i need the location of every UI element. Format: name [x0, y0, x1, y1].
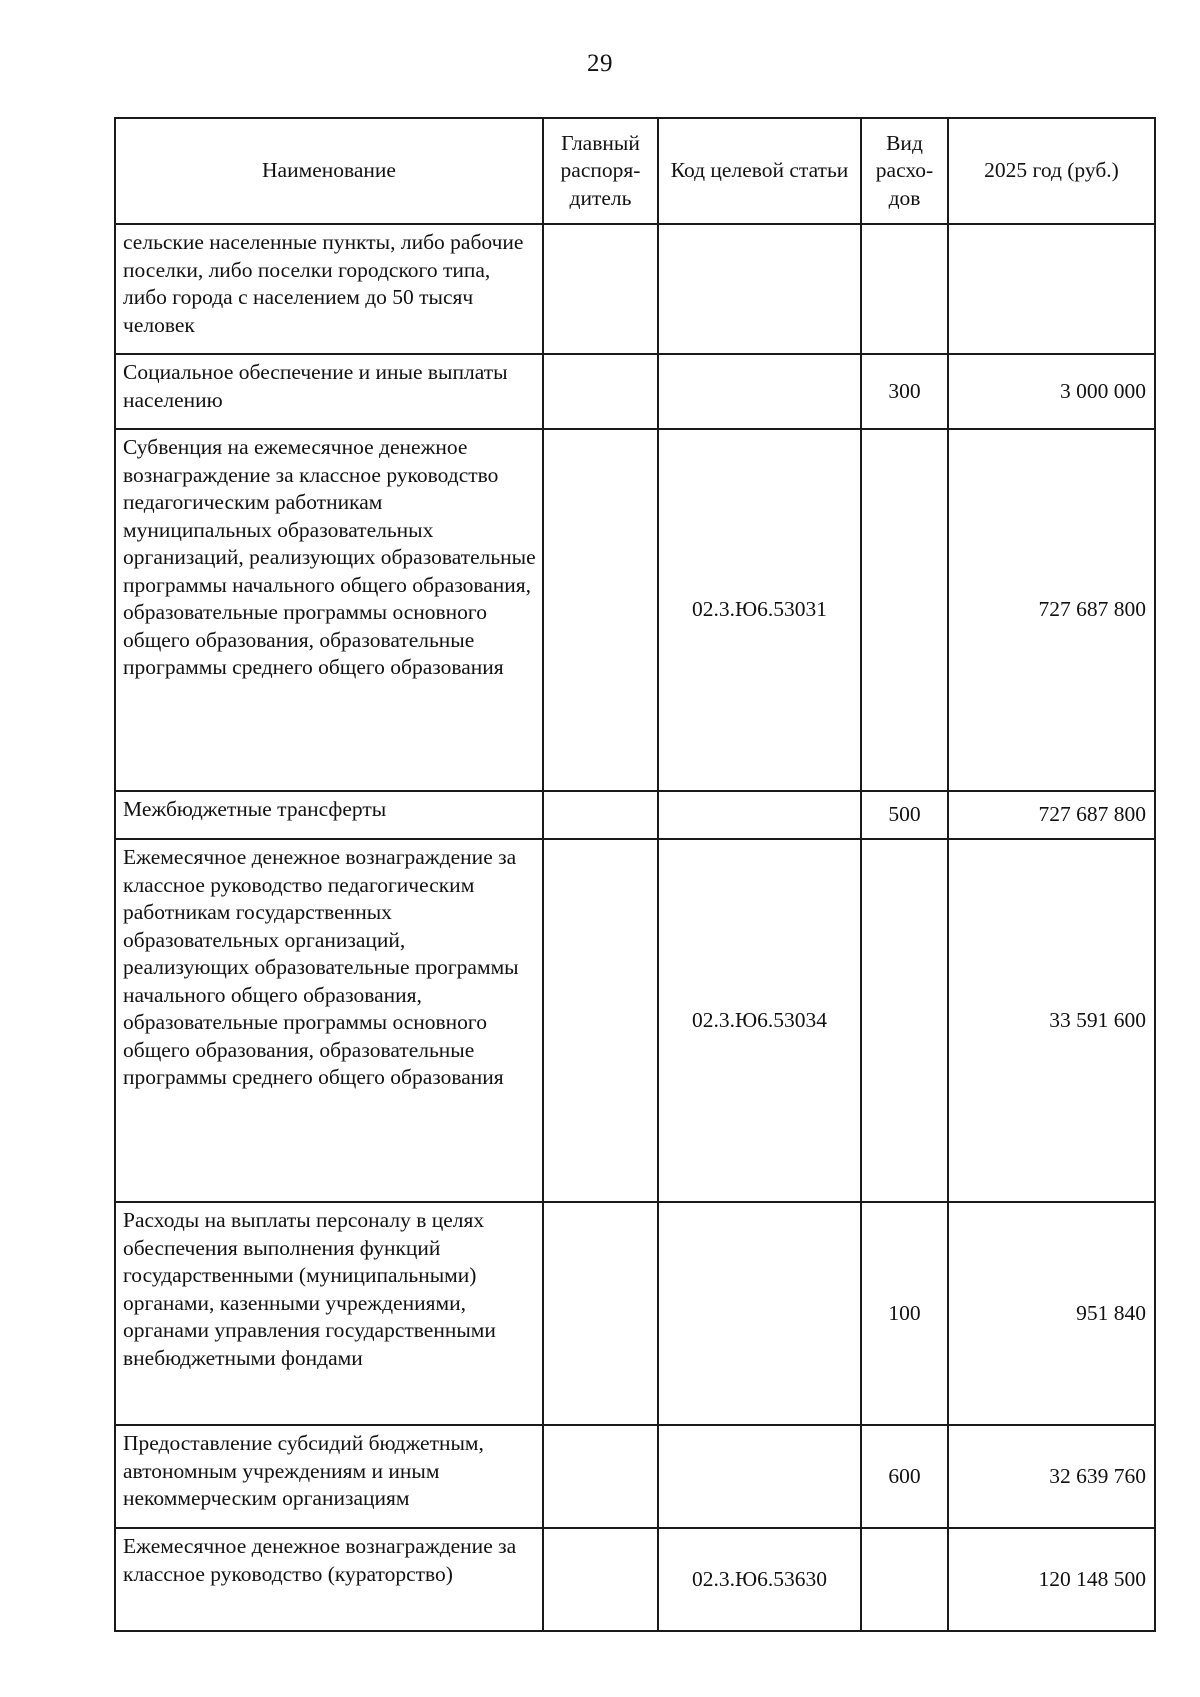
cell-name: Ежемесячное денежное вознаграждение за классное руководство педагогическим работникам государственных образовательных организаций, реализующих образовательные программы начального общего образования, образовательные программы основного общего образования, образовательные программы среднего общего образования [115, 839, 543, 1202]
cell-admin [543, 1202, 658, 1425]
cell-kind [861, 224, 948, 354]
budget-table [114, 117, 1156, 1632]
cell-kind: 100 [861, 1202, 948, 1425]
cell-name: Предоставление субсидий бюджетным, автономным учреждениям и иным некоммерческим организациям [115, 1425, 543, 1528]
cell-name: сельские населенные пункты, либо рабочие поселки, либо поселки городского типа, либо города с населением до 50 тысяч человек [115, 224, 543, 354]
cell-admin [543, 429, 658, 791]
cell-amount: 32 639 760 [948, 1425, 1155, 1528]
cell-kind: 500 [861, 791, 948, 839]
cell-name: Межбюджетные трансферты [115, 791, 543, 839]
cell-code: 02.3.Ю6.53630 [658, 1528, 861, 1631]
cell-code [658, 1202, 861, 1425]
cell-amount [948, 224, 1155, 354]
cell-admin [543, 1425, 658, 1528]
cell-admin [543, 791, 658, 839]
cell-admin [543, 1528, 658, 1631]
cell-code [658, 1425, 861, 1528]
header-name: Наименование [115, 118, 543, 224]
cell-name: Расходы на выплаты персоналу в целях обеспечения выполнения функций государственными (муниципальными) органами, казенными учреждениями, органами управления государственными внебюджетными фондами [115, 1202, 543, 1425]
page-number: 29 [587, 50, 613, 77]
header-admin: Главный распоря-дитель [543, 118, 658, 224]
cell-code [658, 224, 861, 354]
table-row [115, 224, 1155, 354]
table-header-row [115, 118, 1155, 224]
cell-admin [543, 839, 658, 1202]
cell-kind: 600 [861, 1425, 948, 1528]
cell-admin [543, 224, 658, 354]
cell-code: 02.3.Ю6.53031 [658, 429, 861, 791]
cell-amount: 120 148 500 [948, 1528, 1155, 1631]
cell-amount: 3 000 000 [948, 354, 1155, 429]
cell-code: 02.3.Ю6.53034 [658, 839, 861, 1202]
cell-amount: 727 687 800 [948, 791, 1155, 839]
cell-kind [861, 839, 948, 1202]
table-row [115, 1202, 1155, 1425]
cell-kind [861, 429, 948, 791]
cell-amount: 33 591 600 [948, 839, 1155, 1202]
cell-name: Субвенция на ежемесячное денежное вознаграждение за классное руководство педагогическим работникам муниципальных образовательных организаций, реализующих образовательные программы начального общего образования, образовательные программы основного общего образования, образовательные программы среднего общего образования [115, 429, 543, 791]
cell-kind [861, 1528, 948, 1631]
table-row [115, 354, 1155, 429]
header-kind: Вид расхо-дов [861, 118, 948, 224]
cell-name: Социальное обеспечение и иные выплаты населению [115, 354, 543, 429]
cell-amount: 951 840 [948, 1202, 1155, 1425]
cell-amount: 727 687 800 [948, 429, 1155, 791]
cell-kind: 300 [861, 354, 948, 429]
header-amount: 2025 год (руб.) [948, 118, 1155, 224]
table-row [115, 1425, 1155, 1528]
table-row [115, 791, 1155, 839]
cell-code [658, 354, 861, 429]
cell-code [658, 791, 861, 839]
table-row [115, 839, 1155, 1202]
cell-admin [543, 354, 658, 429]
header-code: Код целевой статьи [658, 118, 861, 224]
table-row [115, 1528, 1155, 1631]
cell-name: Ежемесячное денежное вознаграждение за классное руководство (кураторство) [115, 1528, 543, 1631]
table-row [115, 429, 1155, 791]
